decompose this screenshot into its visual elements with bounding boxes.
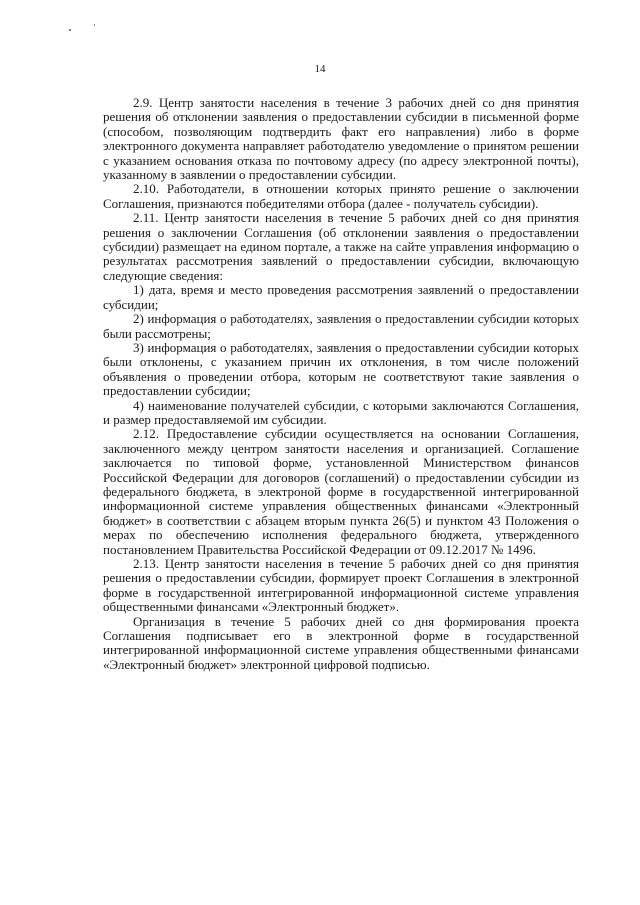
scan-speck: [94, 24, 95, 26]
paragraph-2-10: 2.10. Работодатели, в отношении которых принято решение о заключении Соглашения, признаются победителями отбора (далее - получатель субсидии).: [103, 181, 579, 211]
list-item-2: 2) информация о работодателях, заявления о предоставлении субсидии которых были рассмотрены;: [103, 311, 579, 341]
paragraph-2-13: 2.13. Центр занятости населения в течение 5 рабочих дней со дня принятия решения о предоставлении субсидии, формирует проект Соглашения в электронной форме в государственной интегрированной информационной системе управления общественными финансами «Электронный бюджет».: [103, 556, 579, 615]
scan-speck: [69, 29, 71, 31]
list-item-3: 3) информация о работодателях, заявления о предоставлении субсидии которых были отклонены, с указанием причин их отклонения, в том числе положений объявления о проведении отбора, которым не соответствуют такие заявления о предоставлении субсидии;: [103, 339, 579, 399]
list-item-1: 1) дата, время и место проведения рассмотрения заявлений о предоставлении субсидии;: [103, 282, 579, 312]
list-item-4: 4) наименование получателей субсидии, с которыми заключаются Соглашения, и размер предоставляемой им субсидии.: [103, 397, 579, 427]
paragraph-2-12: 2.12. Предоставление субсидии осуществляется на основании Соглашения, заключенного между центром занятости населения и организацией. Соглашение заключается по типовой форме, установленной Министерством финансов Российской Федерации для договоров (соглашений) о предоставлении субсидии из федерального бюджета, в электроной форме в государственной интегрированной информационной системе управления общественных финансами «Электронный бюджет» в соответствии с абзацем вторым пункта 26(5) и пунктом 43 Положения о мерах по обеспечению исполнения федерального бюджета, утвержденного постановлением Правительства Российской Федерации от 09.12.2017 № 1496.: [103, 426, 579, 557]
paragraph-2-9: 2.9. Центр занятости населения в течение 3 рабочих дней со дня принятия решения об отклонении заявления о предоставлении субсидии в письменной форме (способом, позволяющим подтвердить факт его направления) либо в форме электронного документа направляет работодателю уведомление о принятом решении с указанием основания отказа по почтовому адресу (по адресу электронной почты), указанному в заявлении о предоставлении субсидии.: [103, 95, 579, 183]
document-body: [103, 96, 579, 672]
page-number: 14: [314, 63, 326, 75]
paragraph-organization: Организация в течение 5 рабочих дней со дня формирования проекта Соглашения подписывает его в электронной форме в государственной интегрированной информационной системе управления общественными финансами «Электронный бюджет» электронной цифровой подписью.: [103, 613, 579, 672]
paragraph-2-11: 2.11. Центр занятости населения в течение 5 рабочих дней со дня принятия решения о заключении Соглашения (об отклонении заявления о предоставлении субсидии) размещает на едином портале, а также на сайте управления информацию о результатах рассмотрения заявлений о предоставлении субсидии, включающую следующие сведения:: [103, 210, 579, 283]
